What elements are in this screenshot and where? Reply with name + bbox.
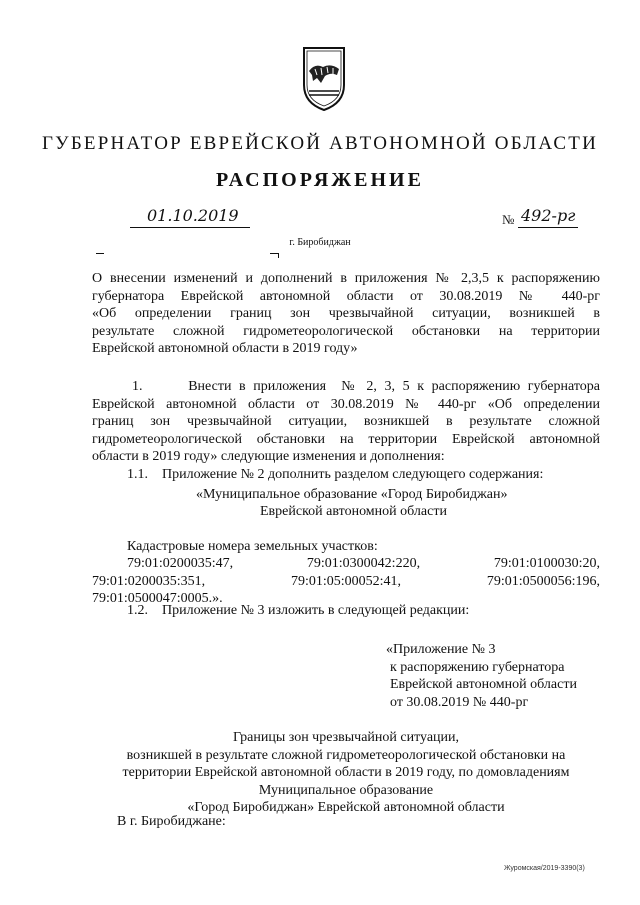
item-1-line: границ зон чрезвычайной ситуации, возникшей в результате сложной	[92, 414, 600, 429]
subject-line: «Об определении границ зон чрезвычайной ситуации, возникшей в	[92, 306, 600, 321]
item-1-line: Еврейской автономной области от 30.08.2019 № 440-рг «Об определении	[92, 396, 600, 412]
item-1-1: 1.1. Приложение № 2 дополнить разделом следующего содержания:	[127, 467, 544, 482]
issuer-title: ГУБЕРНАТОР ЕВРЕЙСКОЙ АВТОНОМНОЙ ОБЛАСТИ	[41, 133, 598, 154]
municipality-line-2: Еврейской автономной области	[260, 504, 447, 519]
cadastral-number: 79:01:0500047:0005.».	[92, 591, 223, 606]
document-date: 01.10.2019	[147, 206, 239, 225]
footer-code: Журомская/2019-3390(3)	[504, 865, 585, 872]
item-1-2: 1.2. Приложение № 3 изложить в следующей редакции:	[127, 603, 470, 618]
document-type: РАСПОРЯЖЕНИЕ	[216, 169, 424, 191]
cadastral-heading: Кадастровые номера земельных участков:	[127, 539, 378, 554]
date-underline	[130, 227, 250, 228]
borders-title-line: территории Еврейской автономной области в 2019 году, по домовладениям	[122, 765, 570, 780]
subject-line: Еврейской автономной области в 2019 году»	[92, 341, 358, 356]
birobidzhan-label: В г. Биробиджане:	[117, 814, 226, 829]
item-1-line: гидрометеорологической обстановки на территории Еврейской автономной	[92, 431, 600, 447]
coat-of-arms-emblem	[301, 45, 347, 113]
borders-title-line: Муниципальное образование	[258, 782, 434, 798]
item-1	[92, 378, 600, 466]
borders-title	[90, 729, 602, 817]
item-1-line: 1. Внести в приложения № 2, 3, 5 к распоряжению губернатора	[132, 379, 600, 394]
borders-title-line: «Город Биробиджан» Еврейской автономной области	[187, 800, 505, 815]
borders-title-line: Границы зон чрезвычайной ситуации,	[232, 730, 460, 745]
subject-line: губернатора Еврейской автономной области от 30.08.2019 № 440-рг	[92, 288, 600, 304]
cadastral-number: 79:01:0500056:196,	[486, 573, 600, 589]
cadastral-number: 79:01:0100030:20,	[493, 556, 600, 571]
cadastral-number: 79:01:05:00052:41,	[290, 573, 402, 589]
subject-line: результате сложной гидрометеорологической обстановки на территории	[92, 323, 600, 339]
number-label: №	[502, 212, 515, 227]
cadastral-row	[92, 555, 600, 573]
document-number: 492-рг	[521, 206, 576, 225]
appendix-line: к распоряжению губернатора	[390, 659, 565, 675]
appendix-header	[386, 641, 616, 711]
subject-line: О внесении изменений и дополнений в приложения № 2,3,5 к распоряжению	[92, 271, 600, 286]
borders-title-line: возникшей в результате сложной гидрометеорологической обстановки на	[126, 747, 566, 763]
appendix-line: Еврейской автономной области	[390, 677, 577, 692]
document-subject	[92, 270, 600, 358]
appendix-line: «Приложение № 3	[386, 642, 496, 657]
appendix-line: от 30.08.2019 № 440-рг	[390, 694, 529, 710]
issue-city: г. Биробиджан	[289, 237, 351, 248]
cadastral-row	[92, 573, 600, 591]
number-underline	[518, 227, 578, 228]
cadastral-number: 79:01:0200035:47,	[127, 556, 234, 571]
cadastral-number: 79:01:0300042:220,	[306, 556, 421, 571]
municipality-line-1: «Муниципальное образование «Город Биробиджан»	[196, 487, 508, 502]
cadastral-number: 79:01:0200035:351,	[92, 573, 206, 589]
subject-bracket-left	[96, 253, 104, 258]
item-1-line: области в 2019 году» следующие изменения и дополнения:	[92, 449, 445, 464]
cadastral-numbers	[92, 555, 600, 608]
subject-bracket-right	[270, 253, 279, 258]
